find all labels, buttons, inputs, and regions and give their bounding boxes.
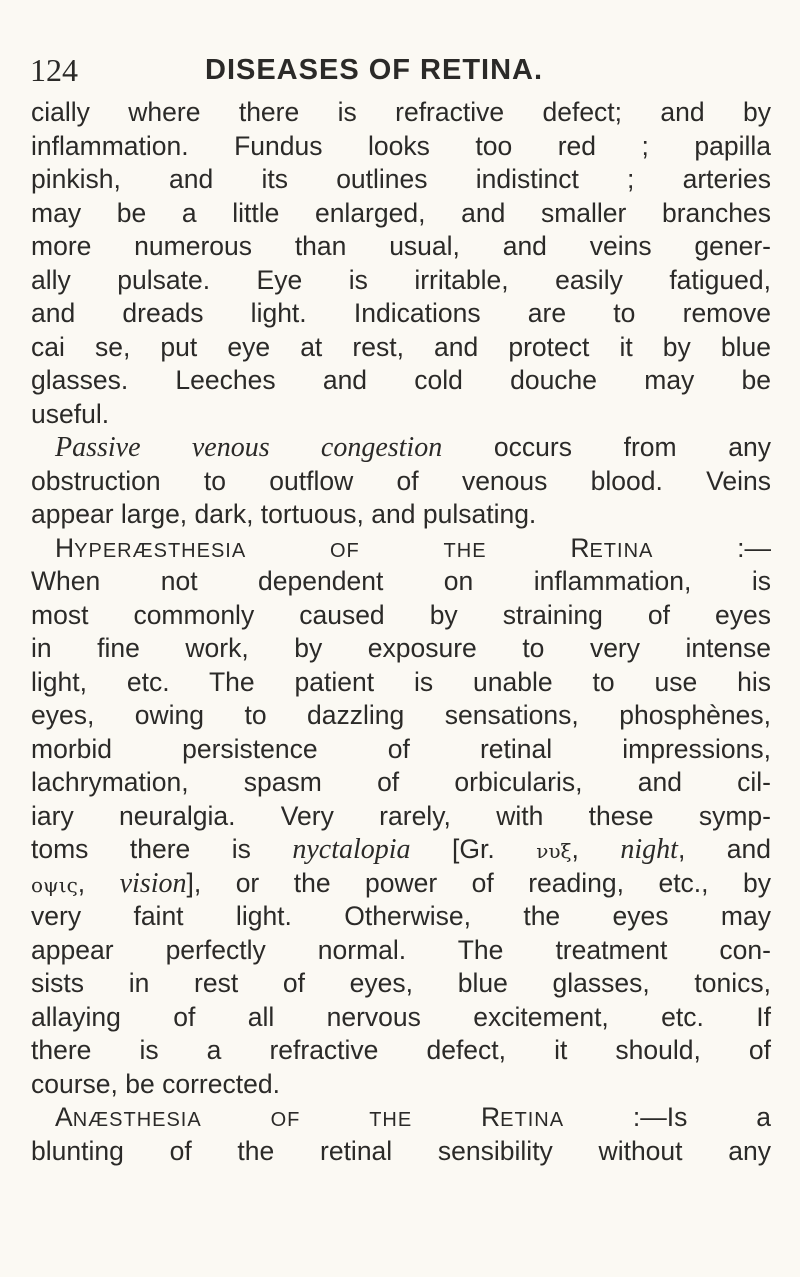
text-line: inflammation. Fundus looks too red ; papilla xyxy=(31,130,771,161)
body-text xyxy=(31,96,771,1168)
text-line: ally pulsate. Eye is irritable, easily fatigued, xyxy=(31,264,771,295)
page-number: 124 xyxy=(30,52,78,88)
greek-word: νυξ xyxy=(536,839,572,863)
text-line: iary neuralgia. Very rarely, with these symp- xyxy=(31,800,771,831)
text-line: obstruction to outflow of venous blood. Veins xyxy=(31,465,771,496)
page-header xyxy=(30,50,770,94)
text-line: allaying of all nervous excitement, etc. If xyxy=(31,1001,771,1032)
text-line: eyes, owing to dazzling sensations, phosphènes, xyxy=(31,700,771,730)
text-line: cai se, put eye at rest, and protect it by blue xyxy=(31,331,771,362)
section-heading-anaesthesia: ANÆSTHESIA OF THE RETINA :—Is a xyxy=(55,1102,771,1132)
text-line: very faint light. Otherwise, the eyes may xyxy=(31,901,771,931)
text-line-vision: οψις, vision], or the power of reading, etc., by xyxy=(31,867,771,899)
text-line: When not dependent on inflammation, is xyxy=(31,566,771,596)
italic-term: nyctalopia xyxy=(292,834,411,865)
paragraph-passive-venous-congestion xyxy=(31,431,771,465)
text-line-nyctalopia: toms there is nyctalopia [Gr. νυξ, night, and xyxy=(31,834,771,865)
text-line: lachrymation, spasm of orbicularis, and cil- xyxy=(31,767,771,797)
section-heading-hyperaesthesia: HYPERÆSTHESIA OF THE RETINA :— xyxy=(55,532,771,563)
text-line: useful. xyxy=(31,398,110,429)
running-title: DISEASES OF RETINA. xyxy=(205,54,544,86)
text-line: light, etc. The patient is unable to use his xyxy=(31,666,771,697)
text-line: may be a little enlarged, and smaller branches xyxy=(31,197,771,228)
italic-term: night xyxy=(620,834,678,865)
text-run: occurs from any xyxy=(442,432,772,462)
text-line: there is a refractive defect, it should, of xyxy=(31,1035,771,1065)
text-line: appear perfectly normal. The treatment con- xyxy=(31,934,771,965)
text-line: in fine work, by exposure to very intense xyxy=(31,633,771,663)
text-line: sists in rest of eyes, blue glasses, tonics, xyxy=(31,968,771,998)
text-line: cially where there is refractive defect; and by xyxy=(31,97,771,127)
text-line: blunting of the retinal sensibility without any xyxy=(31,1135,771,1166)
text-line: pinkish, and its outlines indistinct ; arteries xyxy=(31,164,771,194)
text-line: more numerous than usual, and veins gener- xyxy=(31,231,771,261)
greek-word: οψις xyxy=(31,872,78,897)
text-line: course, be corrected. xyxy=(31,1068,280,1099)
text-line: and dreads light. Indications are to remove xyxy=(31,298,771,328)
text-line: morbid persistence of retinal impressions, xyxy=(31,733,771,764)
text-line: appear large, dark, tortuous, and pulsating. xyxy=(31,499,537,529)
text-line: most commonly caused by straining of eyes xyxy=(31,599,771,630)
italic-term: Passive venous congestion xyxy=(55,432,443,463)
text-line: glasses. Leeches and cold douche may be xyxy=(31,365,771,395)
italic-term: vision xyxy=(119,867,187,899)
